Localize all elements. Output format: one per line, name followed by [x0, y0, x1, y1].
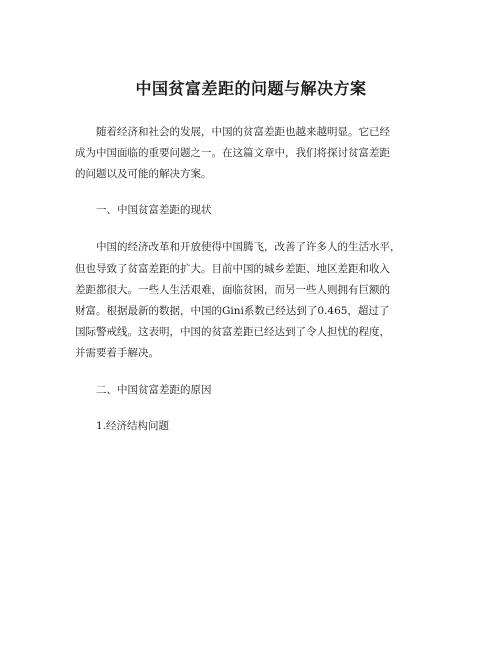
section-1-heading: 一、中国贫富差距的现状 — [96, 204, 212, 216]
document-title: 中国贫富差距的问题与解决方案 — [135, 79, 367, 98]
intro-line-3: 的问题以及可能的解决方案。 — [75, 168, 212, 180]
section-1-line-5: 国际警戒线。这表明，中国的贫富差距已经达到了令人担忧的程度， — [75, 326, 390, 338]
section-2-subheading: 1.经济结构问题 — [96, 420, 170, 432]
intro-line-2: 成为中国面临的重要问题之一。在这篇文章中，我们将探讨贫富差距 — [75, 147, 390, 159]
section-1-line-1: 中国的经济改革和开放使得中国腾飞，改善了许多人的生活水平， — [96, 241, 401, 253]
section-1-line-4: 财富。根据最新的数据，中国的Gini系数已经达到了0.465，超过了 — [75, 305, 390, 317]
section-1-line-6: 并需要着手解决。 — [75, 347, 159, 359]
section-1-line-3: 差距都很大。一些人生活艰难，面临贫困，而另一些人则拥有巨额的 — [75, 284, 390, 296]
intro-line-1: 随着经济和社会的发展，中国的贫富差距也越来越明显。它已经 — [96, 126, 390, 138]
section-1-line-2: 但也导致了贫富差距的扩大。目前中国的城乡差距、地区差距和收入 — [75, 263, 390, 275]
section-2-heading: 二、中国贫富差距的原因 — [96, 384, 212, 396]
